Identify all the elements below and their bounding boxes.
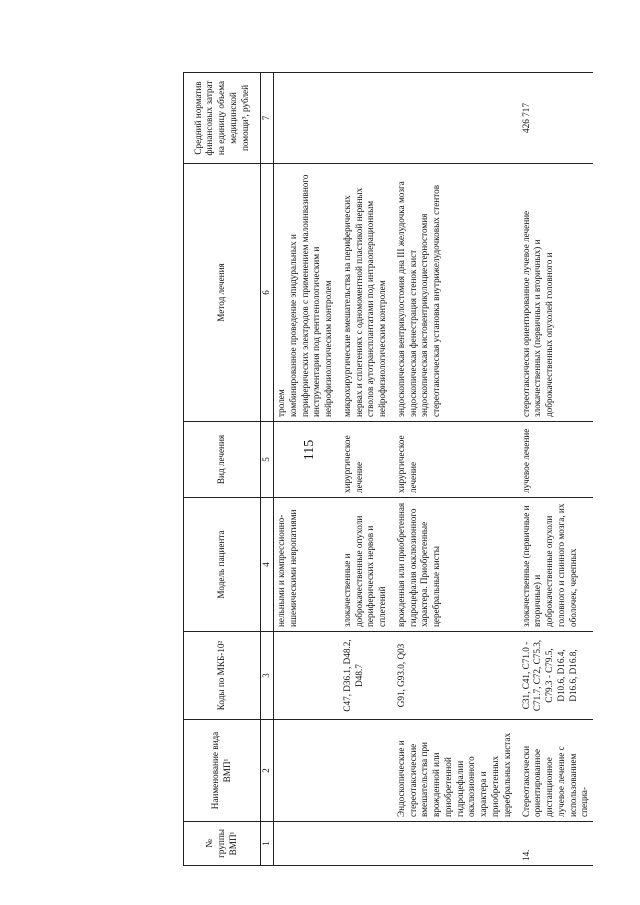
header-row [184,73,261,866]
header-treatment-type: Вид лечения [184,422,261,498]
header-treatment-method: Метод лечения [184,164,261,422]
group-number-cell [274,822,337,866]
icd-codes-cell: G91, G93.0, Q03 [391,632,516,720]
header-patient-model: Модель пациента [184,498,261,632]
patient-model-cell: злокачественные (первичные и вторичные) и доброкачественные опухоли головного и спинного мозга, их оболочек, черепных [516,498,594,632]
treatment-method-cell [274,164,337,422]
header-icd-codes: Коды по МКБ-10² [184,632,261,720]
rotated-table-container [183,73,640,866]
method-text: микрохирургические вмешательства на периферических нервах и сплетениях с одномоментной пластикой нервных стволов аутотрансплантатами под интраоперационным нейрофизиологическим контролем [341,187,388,417]
column-number-row [261,73,274,866]
cost-cell [391,73,516,164]
cost-cell: 426 717 [516,73,594,164]
table-row [391,73,516,866]
table-row [337,73,391,866]
vmp-name-cell [337,720,391,822]
col-number: 2 [261,720,274,822]
treatment-type-cell: хирургическое лечение [337,422,391,498]
method-text: эндоскопическая вентрикулостомия дна III желудочка мозга [395,181,406,417]
col-number: 1 [261,822,274,866]
table-row [516,73,594,866]
header-cost: Средний норматив финансовых затрат на единицу объема медицинской помощи³, рублей [184,73,261,164]
method-text: тролем [276,389,286,417]
method-text: эндоскопическая фенестрация стенок кист [407,249,418,417]
vmp-table [183,72,593,866]
table-row [274,73,337,866]
cost-cell [337,73,391,164]
method-text: стереотаксическая установка внутрижелудочковых стентов [431,184,442,417]
patient-model-cell: врожденная или приобретенная гидроцефалия окклюзионного характера. Приобретенные церебральные кисты [391,498,516,632]
group-number-cell [337,822,391,866]
icd-codes-cell [274,632,337,720]
treatment-type-cell [274,422,337,498]
group-number-cell: 14. [516,822,594,866]
icd-codes-cell: C31, C41, C71.0 - C71.7, C72, C75.3, C79.3 - C79.5, D10.6, D16.4, D16.6, D16.8, [516,632,594,720]
method-text: стереотаксически ориентированное лучевое лечение злокачественных (первичных и вторичных) и доброкачественных опухолей головного и [520,210,555,417]
header-vmp-name: Наименование вида ВМП¹ [184,720,261,822]
page-number: 115 [302,439,318,461]
group-number-cell [391,822,516,866]
patient-model-cell: злокачественные и доброкачественные опухоли периферических нервов и сплетений [337,498,391,632]
treatment-method-cell [391,164,516,422]
treatment-method-cell [337,164,391,422]
col-number: 4 [261,498,274,632]
treatment-method-cell [516,164,594,422]
header-group-number: № группы ВМП¹ [184,822,261,866]
col-number: 7 [261,73,274,164]
col-number: 3 [261,632,274,720]
col-number: 5 [261,422,274,498]
icd-codes-cell: C47, D36.1, D48.2, D48.7 [337,632,391,720]
treatment-type-cell: хирургическое лечение [391,422,516,498]
treatment-type-cell: лучевое лечение [516,422,594,498]
method-text: комбинированное проведение эпидуральных и периферических электродов с применением малоинвазивного инструментария под рентгенологическим и нейрофизиологическим контролем [287,174,334,417]
cost-cell [274,73,337,164]
vmp-name-cell: Эндоскопические и стереотаксические вмешательства при врожденной или приобретенной гидроцефалии окклюзионного характера и приобретенных церебральных кистах [391,720,516,822]
patient-model-cell: нельными и компрессионно-ишемическими невропатиями [274,498,337,632]
col-number: 6 [261,164,274,422]
vmp-name-cell [274,720,337,822]
vmp-name-cell: Стереотаксически ориентированное дистанционное лучевое лечение с использованием специа- [516,720,594,822]
method-text: эндоскопическая кистовентрикулоциестерностомия [419,213,430,417]
